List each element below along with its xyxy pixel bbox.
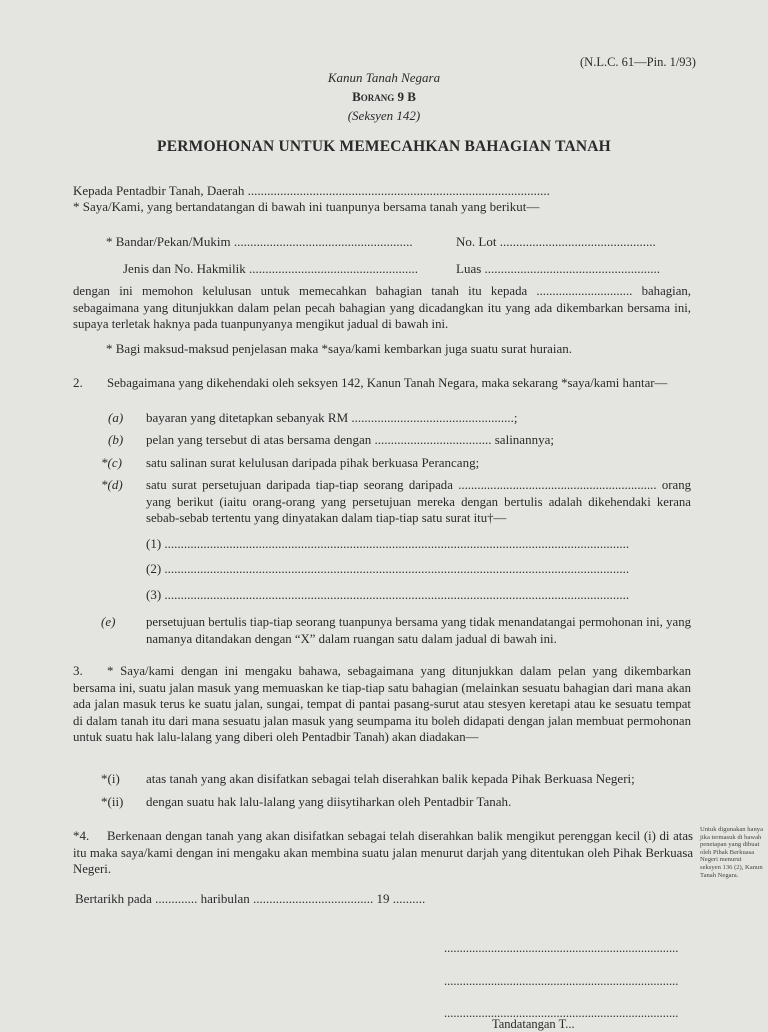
item-a-label: (a) <box>108 410 124 425</box>
item-e-text: persetujuan bertulis tiap-tiap seorang tuanpunya bersama yang tidak menandatangai permohonan ini, yang namanya ditandakan dengan “X” dalam ruangan satu dalam jadual di bawah ini. <box>146 615 691 646</box>
item-b-text: pelan yang tersebut di atas bersama dengan .................................... salinannya; <box>146 432 554 447</box>
signature-caption: Tandatangan T... <box>492 1017 575 1031</box>
luas-field: Luas ...................................................... <box>456 261 661 276</box>
item-b-label: (b) <box>108 432 124 447</box>
form-number: Borang 9 B <box>352 89 416 104</box>
section-4-number: *4. <box>73 828 90 843</box>
consent-line-2: (2) ............................................................................................................................................... <box>146 561 630 576</box>
lot-field: No. Lot ................................................ <box>456 234 656 249</box>
section-3-text: * Saya/kami dengan ini mengaku bahawa, sebagaimana yang ditunjukkan dalam pelan yang dikembarkan bersama ini, suatu jalan masuk yang memuaskan ke tiap-tiap satu bahagian (melainkan sesuatu bahagian dari mana akan ada jalan masuk terus ke suatu jalan, sungai, tempat di pantai pasang-surut atau stesyen keretapi atau ke sesuatu tempat di dalam tanah itu dari mana sesuatu jalan masuk yang seumpama itu boleh didapati dengan jalan membuat permohonan untuk suatu hak lalu-lalang yang diberi oleh Pentadbir Tanah) akan diadakan— <box>73 664 691 745</box>
explanation-note: * Bagi maksud-maksud penjelasan maka *saya/kami kembarkan juga suatu surat huraian. <box>106 341 573 356</box>
application-paragraph: dengan ini memohon kelulusan untuk memecahkan bahagian tanah itu kepada .............................. bahagian, sebagaimana yang ditunjukkan dalam pelan pecah bahagian yang dicadangkan itu yang ada dikembarkan bersama ini, supaya terletak haknya pada tuanpunyanya mengikut jadual di bawah ini. <box>73 284 691 332</box>
section-ref: (Seksyen 142) <box>347 108 421 123</box>
item-ii-label: *(ii) <box>101 794 124 809</box>
section-4-text: Berkenaan dengan tanah yang akan disifatkan sebagai telah diserahkan balik mengikut perenggan kecil (i) di atas itu maka saya/kami dengan ini mengaku akan membina suatu jalan menurut darjah yang ditentukan oleh Pihak Berkuasa Negeri. <box>73 829 693 877</box>
item-i-label: *(i) <box>101 771 120 786</box>
section-2-text: Sebagaimana yang dikehendaki oleh seksyen 142, Kanun Tanah Negara, maka sekarang *saya/kami hantar— <box>107 376 668 390</box>
item-c-text: satu salinan surat kelulusan daripada pihak berkuasa Perancang; <box>146 455 480 470</box>
consent-line-3: (3) ............................................................................................................................................... <box>146 587 630 602</box>
section-3-number: 3. <box>73 663 83 678</box>
hakmilik-field: Jenis dan No. Hakmilik .................................................... <box>123 261 419 276</box>
act-name: Kanun Tanah Negara <box>327 70 441 85</box>
page-title: PERMOHONAN UNTUK MEMECAHKAN BAHAGIAN TANAH <box>157 138 611 155</box>
item-a-text: bayaran yang ditetapkan sebanyak RM ..................................................; <box>146 410 518 425</box>
intro-line: * Saya/Kami, yang bertandatangan di bawah ini tuanpunya bersama tanah yang berikut— <box>73 199 540 214</box>
item-c-label: *(c) <box>101 455 122 470</box>
consent-line-1: (1) ............................................................................................................................................... <box>146 536 630 551</box>
signature-line-1: ........................................................................... <box>444 941 679 955</box>
form-reference: (N.L.C. 61—Pin. 1/93) <box>580 55 696 69</box>
addressee-line: Kepada Pentadbir Tanah, Daerah ............................................................................................. <box>73 183 550 198</box>
item-i-text: atas tanah yang akan disifatkan sebagai telah diserahkan balik kepada Pihak Berkuasa Negeri; <box>146 771 635 786</box>
item-d-text: satu surat persetujuan daripada tiap-tiap seorang daripada .............................................................. orang yang berikut (iaitu orang-orang yang persetujuan mereka dengan bertulis adalah dikehendaki kerana sebab-sebab tertentu yang dinyatakan dalam tiap-tiap satu surat itu†— <box>146 478 691 526</box>
bandar-field: * Bandar/Pekan/Mukim ....................................................... <box>106 234 413 249</box>
item-ii-text: dengan suatu hak lalu-lalang yang diisytiharkan oleh Pentadbir Tanah. <box>146 794 512 809</box>
signature-line-3: ........................................................................... <box>444 1006 679 1020</box>
date-line: Bertarikh pada ............. haribulan ..................................... 19 .......... <box>75 891 426 906</box>
section-2-number: 2. <box>73 375 83 390</box>
item-e-label: (e) <box>101 614 116 629</box>
signature-line-2: ........................................................................... <box>444 974 679 988</box>
margin-note: Untuk digunakan hanya jika termasuk di bawah penetapan yang dibuat oleh Pihak Berkuasa Negeri menurut seksyen 136 (2), Kanun Tanah Negara. <box>700 826 763 879</box>
item-d-label: *(d) <box>101 477 123 492</box>
